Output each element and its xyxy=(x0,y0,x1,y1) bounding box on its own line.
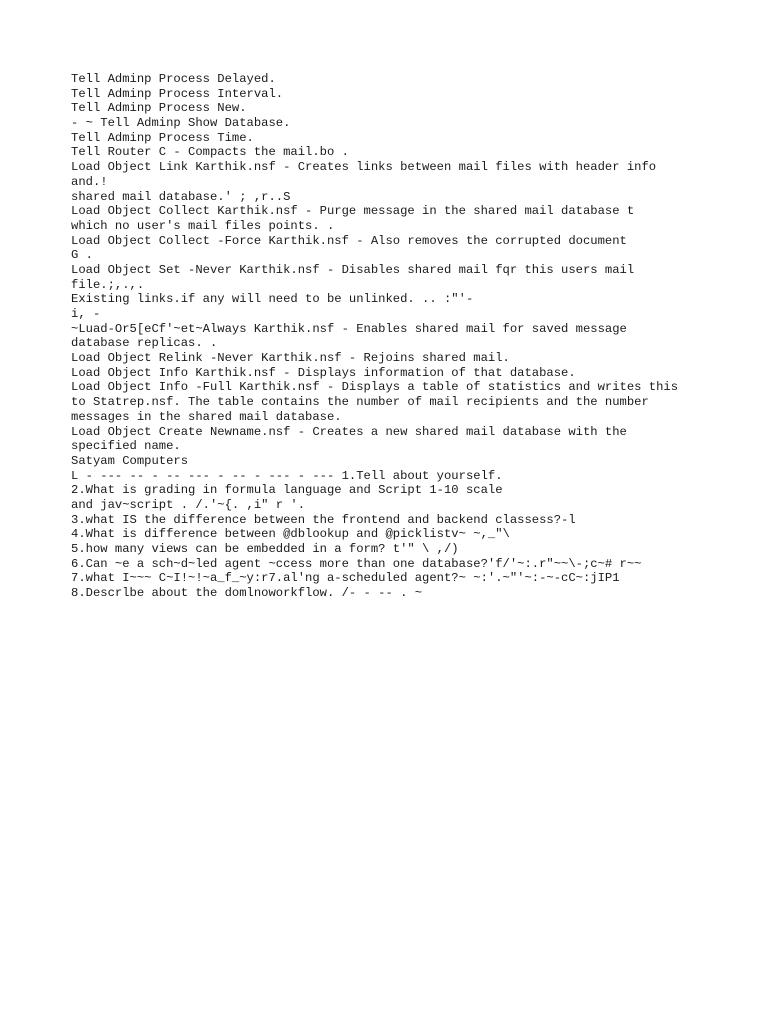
document-line: specified name. xyxy=(71,439,181,454)
document-line: G . xyxy=(71,248,93,263)
document-line: Tell Adminp Process Interval. xyxy=(71,86,284,101)
document-line: file.;,.,. xyxy=(71,277,145,292)
document-line: and jav~script . /.'~{. ,i" r '. xyxy=(71,497,306,512)
document-line: Load Object Info -Full Karthik.nsf - Displays a table of statistics and writes this xyxy=(71,380,679,395)
document-text xyxy=(71,72,731,601)
document-line: Load Object Link Karthik.nsf - Creates links between mail files with header info xyxy=(71,160,657,175)
document-line: Tell Adminp Process Time. xyxy=(71,130,254,145)
document-line: ~Luad-Or5[eCf'~et~Always Karthik.nsf - Enables shared mail for saved message xyxy=(71,321,627,336)
document-line: Load Object Collect Karthik.nsf - Purge message in the shared mail database t xyxy=(71,204,635,219)
document-line: Load Object Set -Never Karthik.nsf - Disables shared mail fqr this users mail xyxy=(71,262,635,277)
document-line: Tell Router C - Compacts the mail.bo . xyxy=(71,145,349,160)
document-line: Load Object Create Newname.nsf - Creates a new shared mail database with the xyxy=(71,424,627,439)
document-line: which no user's mail files points. . xyxy=(71,218,335,233)
document-line: to Statrep.nsf. The table contains the number of mail recipients and the number xyxy=(71,395,649,410)
document-line: messages in the shared mail database. xyxy=(71,409,342,424)
document-line: 8.Descrlbe about the domlnoworkflow. /- - -- . ~ xyxy=(71,586,423,601)
document-line: Load Object Collect -Force Karthik.nsf - Also removes the corrupted document xyxy=(71,233,627,248)
document-line: shared mail database.' ; ,r..S xyxy=(71,189,291,204)
document-line: Satyam Computers xyxy=(71,453,189,468)
document-line: 4.What is difference between @dblookup and @picklistv~ ~,_"\ xyxy=(71,527,510,542)
document-line: 5.how many views can be embedded in a form? t'" \ ,/) xyxy=(71,542,459,556)
document-line: i, - xyxy=(71,307,101,321)
document-line: Tell Adminp Process Delayed. xyxy=(71,72,276,86)
document-line: Existing links.if any will need to be unlinked. .. :"'- xyxy=(71,292,474,307)
document-line: Load Object Relink -Never Karthik.nsf - Rejoins shared mail. xyxy=(71,351,510,366)
document-line: 7.what I~~~ C~I!~!~a_f_~y:r7.al'ng a-scheduled agent?~ ~:'.~"'~:-~-cC~:jIP1 xyxy=(71,571,620,586)
document-line: L - --- -- - -- --- - -- - --- - --- 1.Tell about yourself. xyxy=(71,468,503,483)
document-line: 2.What is grading in formula language and Script 1-10 scale xyxy=(71,483,503,498)
document-line: and.! xyxy=(71,174,108,189)
document-line: - ~ Tell Adminp Show Database. xyxy=(71,116,291,131)
document-line: Tell Adminp Process New. xyxy=(71,101,247,116)
document-line: Load Object Info Karthik.nsf - Displays information of that database. xyxy=(71,365,576,380)
document-line: database replicas. . xyxy=(71,336,218,351)
document-line: 3.what IS the difference between the frontend and backend classess?-l xyxy=(71,512,576,527)
document-line: 6.Can ~e a sch~d~led agent ~ccess more than one database?'f/'~:.r"~~\-;c~# r~~ xyxy=(71,556,642,571)
